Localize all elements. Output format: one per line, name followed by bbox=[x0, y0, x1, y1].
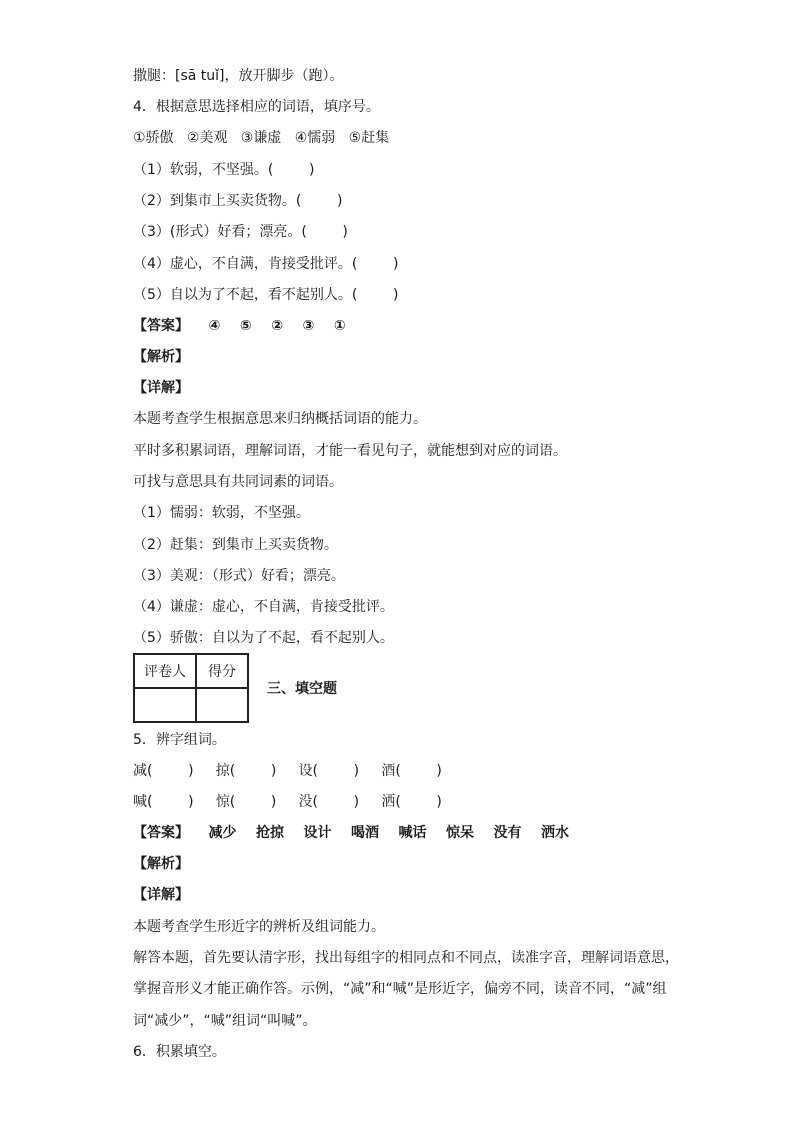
grader-cell bbox=[134, 688, 196, 722]
detail-text-3: 可找与意思具有共同词素的词语。 bbox=[133, 474, 343, 490]
q5-row-1: 减( ) 掠( ) 设( ) 酒( ) bbox=[133, 763, 442, 779]
explain-5: （5）骄傲：自以为了不起，看不起别人。 bbox=[133, 630, 394, 646]
detail-5-text-2: 解答本题，首先要认清字形，找出每组字的相同点和不同点，读准字音，理解词语意思， bbox=[133, 950, 679, 966]
detail-label-5: 【详解】 bbox=[133, 887, 189, 903]
q4-item-2: （2）到集市上买卖货物。( ) bbox=[133, 193, 343, 209]
question-4: 4．根据意思选择相应的词语，填序号。 bbox=[133, 99, 380, 115]
detail-label: 【详解】 bbox=[133, 380, 189, 396]
detail-5-text-4: 词“减少”，“喊”组词“叫喊”。 bbox=[133, 1013, 317, 1029]
analysis-label-5: 【解析】 bbox=[133, 856, 189, 872]
score-table bbox=[133, 653, 249, 723]
q4-item-5: （5）自以为了不起，看不起别人。( ) bbox=[133, 287, 399, 303]
analysis-label: 【解析】 bbox=[133, 349, 189, 365]
answer-4: 【答案】 ④ ⑤ ② ③ ① bbox=[133, 318, 346, 334]
question-5: 5．辨字组词。 bbox=[133, 732, 226, 748]
options-list: ①骄傲 ②美观 ③谦虚 ④懦弱 ⑤赶集 bbox=[133, 130, 390, 146]
q4-item-1: （1）软弱，不坚强。( ) bbox=[133, 162, 315, 178]
score-col-score: 得分 bbox=[196, 654, 248, 688]
explain-2: （2）赶集：到集市上买卖货物。 bbox=[133, 537, 338, 553]
q4-item-3: （3）(形式）好看；漂亮。( ) bbox=[133, 224, 348, 240]
question-6: 6．积累填空。 bbox=[133, 1044, 226, 1060]
detail-5-text-3: 掌握音形义才能正确作答。示例，“减”和“喊”是形近字，偏旁不同，读音不同，“减”组 bbox=[133, 981, 667, 997]
q4-item-4: （4）虚心，不自满，肯接受批评。( ) bbox=[133, 256, 399, 272]
explain-1: （1）懦弱：软弱，不坚强。 bbox=[133, 505, 310, 521]
explain-3: （3）美观：（形式）好看；漂亮。 bbox=[133, 568, 345, 584]
q5-row-2: 喊( ) 惊( ) 没( ) 洒( ) bbox=[133, 794, 442, 810]
detail-text-1: 本题考查学生根据意思来归纳概括词语的能力。 bbox=[133, 411, 427, 427]
score-col-grader: 评卷人 bbox=[134, 654, 196, 688]
detail-text-2: 平时多积累词语，理解词语，才能一看见句子，就能想到对应的词语。 bbox=[133, 443, 567, 459]
section-title: 三、填空题 bbox=[267, 681, 337, 697]
l1: 撒腿：[sā tuǐ]，放开脚步（跑）。 bbox=[133, 68, 344, 84]
detail-5-text-1: 本题考查学生形近字的辨析及组词能力。 bbox=[133, 919, 385, 935]
score-cell bbox=[196, 688, 248, 722]
explain-4: （4）谦虚：虚心，不自满，肯接受批评。 bbox=[133, 599, 394, 615]
answer-5: 【答案】 减少 抢掠 设计 喝酒 喊话 惊呆 没有 洒水 bbox=[133, 825, 569, 841]
